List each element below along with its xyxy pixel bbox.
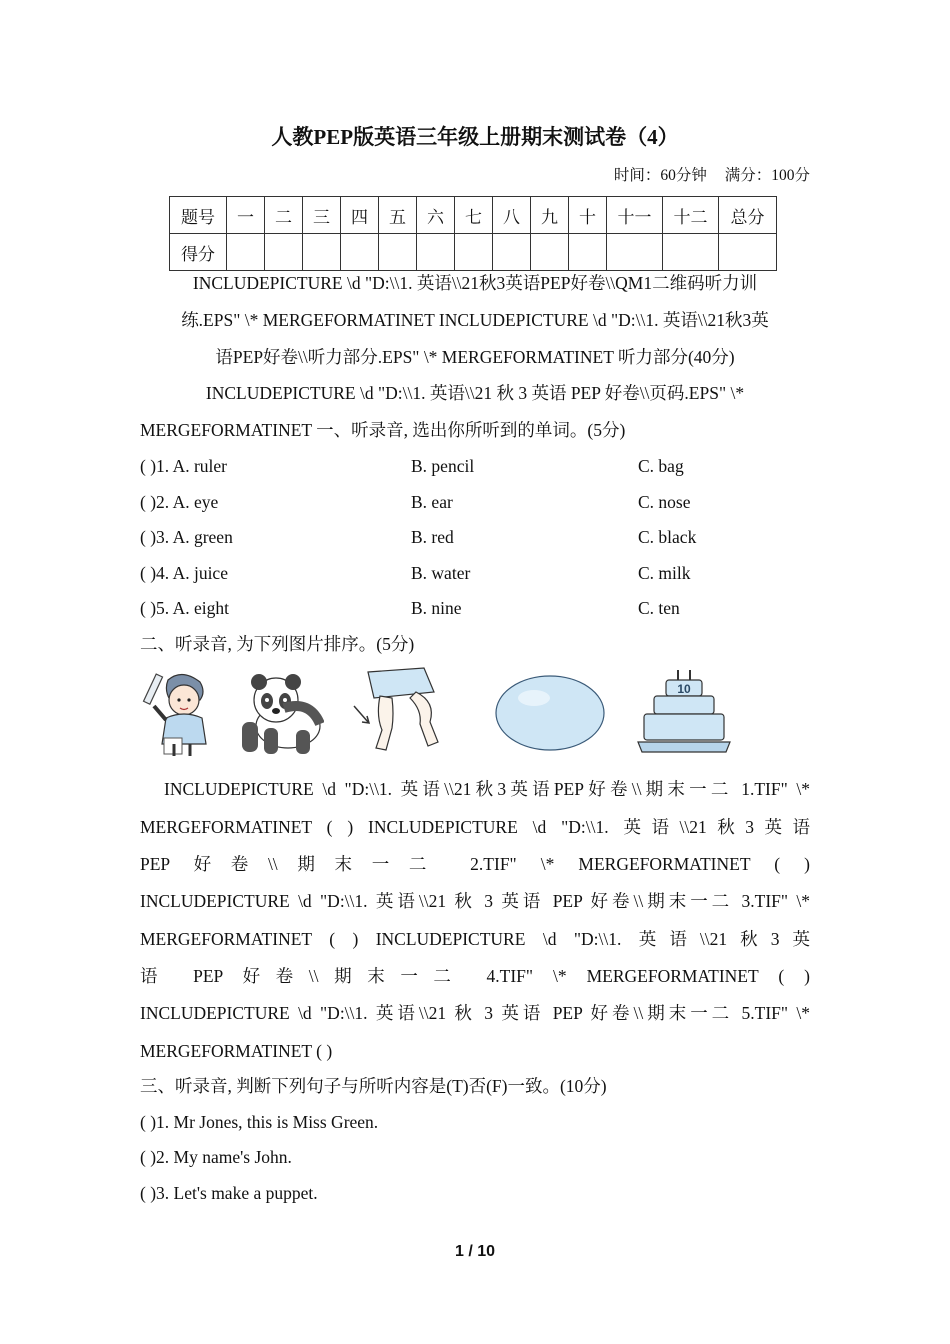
part2-line: MERGEFORMATINET ( ) INCLUDEPICTURE \d "D:\\1. 英语\\21秋3英语 [140, 817, 810, 837]
true-false-item[interactable]: ( )1. Mr Jones, this is Miss Green. [140, 1112, 379, 1132]
score-table-header-row [170, 197, 777, 234]
panda-icon [236, 670, 324, 756]
table-cell: 题号 [170, 197, 227, 234]
time-limit: 时间：60分钟 [613, 167, 707, 184]
question-option-b: B. pencil [411, 456, 475, 476]
table-cell: 十 [569, 197, 607, 234]
table-cell: 总分 [719, 197, 777, 234]
birthday-cake-icon [634, 666, 734, 756]
table-cell: 二 [265, 197, 303, 234]
intro-line: 语PEP好卷\\听力部分.EPS" \* MERGEFORMATINET 听力部分(40分) [215, 347, 735, 367]
question-option-c: C. nose [638, 492, 691, 512]
table-cell: 九 [531, 197, 569, 234]
true-false-item[interactable]: ( )3. Let's make a puppet. [140, 1183, 318, 1203]
question-option-b: B. water [411, 563, 471, 583]
true-false-item[interactable]: ( )2. My name's John. [140, 1147, 292, 1167]
intro-line: INCLUDEPICTURE \d "D:\\1. 英语\\21秋3英语PEP好卷\\QM1二维码听力训 [192, 273, 758, 293]
question-option-b: B. ear [411, 492, 453, 512]
question-option-b: B. red [411, 527, 454, 547]
question-option-c: C. bag [638, 456, 684, 476]
part2-heading: 二、听录音, 为下列图片排序。(5分) [140, 634, 415, 654]
page-number: 1 / 10 [454, 1243, 496, 1260]
boy-with-ruler-icon [140, 668, 212, 758]
question-option-c: C. milk [638, 563, 691, 583]
part2-line: PEP 好卷\\期末一二 2.TIF" \* MERGEFORMATINET ( ) [140, 854, 810, 874]
intro-line: 练.EPS" \* MERGEFORMATINET INCLUDEPICTURE \d "D:\\1. 英语\\21秋3英 [181, 310, 769, 330]
part2-line: MERGEFORMATINET ( ) INCLUDEPICTURE \d "D:\\1. 英语\\21秋3英 [140, 929, 810, 949]
part2-line: INCLUDEPICTURE \d "D:\\1. 英语\\21 秋 3 英语 PEP 好卷\\期末一二 5.TIF" \* [140, 1003, 810, 1023]
table-cell: 六 [417, 197, 455, 234]
part2-line: INCLUDEPICTURE \d "D:\\1. 英语\\21秋3英语PEP好卷\\期末一二 1.TIF" \* [164, 779, 810, 799]
table-cell: 得分 [170, 234, 227, 271]
intro-line: INCLUDEPICTURE \d "D:\\1. 英语\\21 秋 3 英语 PEP 好卷\\页码.EPS" \* [205, 383, 745, 403]
question-option-a[interactable]: ( )4. A. juice [140, 563, 228, 583]
part2-line: 语 PEP 好卷\\期末一二 4.TIF" \* MERGEFORMATINET ( ) [140, 966, 810, 986]
question-option-b: B. nine [411, 598, 462, 618]
egg-icon [494, 674, 606, 752]
part3-heading: 三、听录音, 判断下列句子与所听内容是(T)否(F)一致。(10分) [140, 1076, 607, 1096]
part2-line: INCLUDEPICTURE \d "D:\\1. 英语\\21 秋 3 英语 PEP 好卷\\期末一二 3.TIF" \* [140, 891, 810, 911]
table-cell: 八 [493, 197, 531, 234]
table-cell: 四 [341, 197, 379, 234]
page-title: 人教PEP版英语三年级上册期末测试卷（4） [271, 125, 679, 149]
question-option-c: C. black [638, 527, 697, 547]
table-cell: 七 [455, 197, 493, 234]
exam-meta [600, 163, 810, 185]
table-cell: 十二 [663, 197, 719, 234]
legs-icon [352, 666, 444, 756]
part1-heading: MERGEFORMATINET 一、听录音, 选出你所听到的单词。(5分) [140, 420, 626, 440]
part2-line: MERGEFORMATINET ( ) [140, 1041, 333, 1061]
question-option-a[interactable]: ( )5. A. eight [140, 598, 229, 618]
question-option-a[interactable]: ( )2. A. eye [140, 492, 219, 512]
score-table [169, 196, 777, 271]
question-option-c: C. ten [638, 598, 680, 618]
table-cell: 三 [303, 197, 341, 234]
full-score: 满分：100分 [724, 167, 810, 184]
question-option-a[interactable]: ( )1. A. ruler [140, 456, 227, 476]
table-cell: 五 [379, 197, 417, 234]
table-cell: 十一 [607, 197, 663, 234]
question-option-a[interactable]: ( )3. A. green [140, 527, 233, 547]
cake-number: 10 [677, 682, 691, 696]
table-cell: 一 [227, 197, 265, 234]
